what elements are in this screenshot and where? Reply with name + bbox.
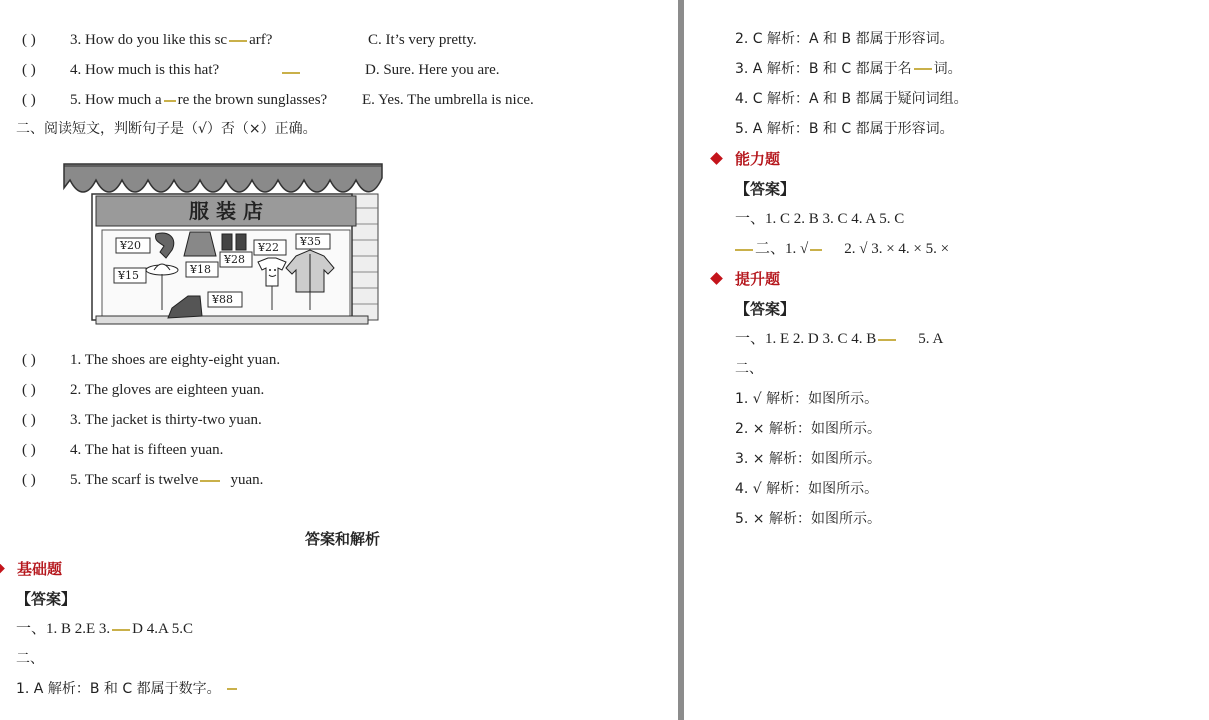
highlight-mark <box>914 68 932 70</box>
section-2-heading: 二、阅读短文，判断句子是（√）否（×）正确。 <box>16 121 317 137</box>
statement-5: ( ) 5. The scarf is twelve yuan. <box>22 472 264 488</box>
improve-answers-1: 一、1. E 2. D 3. C 4. B 5. A <box>735 331 944 347</box>
answer-line: 3. A 解析：B 和 C 都属于名 词。 <box>735 61 962 77</box>
diamond-icon <box>710 152 723 165</box>
statement-4: ( ) 4. The hat is fifteen yuan. <box>22 442 224 458</box>
ability-heading: 能力题 <box>712 149 780 169</box>
page-divider <box>678 0 684 720</box>
highlight-mark <box>810 249 822 251</box>
clothing-shop-illustration <box>60 158 386 328</box>
diamond-icon <box>0 562 5 575</box>
improve-part-2: 二、 <box>735 361 763 377</box>
answer-line: 5. A 解析：B 和 C 都属于形容词。 <box>735 121 954 137</box>
improve-line: 3. × 解析：如图所示。 <box>735 451 881 467</box>
option-c: C. It’s very pretty. <box>368 32 477 48</box>
improve-line: 1. √ 解析：如图所示。 <box>735 391 879 407</box>
option-e: E. Yes. The umbrella is nice. <box>362 92 534 108</box>
highlight-mark <box>112 629 130 631</box>
highlight-mark <box>227 688 237 690</box>
highlight-mark <box>229 40 247 42</box>
highlight-mark <box>200 480 220 482</box>
question-5: ( ) 5. How much a re the brown sunglasses? <box>22 92 328 108</box>
answer-label: 【答案】 <box>735 180 796 198</box>
price-tag: ¥88 <box>212 293 233 306</box>
question-3: ( ) 3. How do you like this sc arf? <box>22 32 273 48</box>
answer-line: 4. C 解析：A 和 B 都属于疑问词组。 <box>735 91 968 107</box>
question-4: ( ) 4. How much is this hat? <box>22 62 220 78</box>
improve-line: 5. × 解析：如图所示。 <box>735 511 881 527</box>
answer-label: 【答案】 <box>735 300 796 318</box>
basic-answers-1: 一、1. B 2.E 3. D 4.A 5.C <box>16 621 194 637</box>
highlight-mark <box>878 339 896 341</box>
price-tag: ¥28 <box>224 253 245 266</box>
improve-line: 4. √ 解析：如图所示。 <box>735 481 879 497</box>
price-tag: ¥20 <box>120 239 141 252</box>
answer-label: 【答案】 <box>16 590 77 608</box>
skirt-icon <box>184 232 216 256</box>
improve-line: 2. × 解析：如图所示。 <box>735 421 881 437</box>
ability-answers-1: 一、1. C 2. B 3. C 4. A 5. C <box>735 211 905 227</box>
basic-heading: 基础题 <box>0 559 62 580</box>
highlight-mark <box>164 100 176 102</box>
highlight-mark <box>282 72 300 74</box>
price-tag: ¥18 <box>190 263 211 276</box>
statement-2: ( ) 2. The gloves are eighteen yuan. <box>22 382 265 398</box>
option-d: D. Sure. Here you are. <box>365 62 500 78</box>
price-tag: ¥15 <box>118 269 139 282</box>
basic-part-2: 二、 <box>16 651 44 667</box>
price-tag: ¥35 <box>300 235 321 248</box>
answer-line: 2. C 解析：A 和 B 都属于形容词。 <box>735 31 954 47</box>
basic-answers-2: 1. A 解析：B 和 C 都属于数字。 <box>16 679 239 699</box>
statement-3: ( ) 3. The jacket is thirty-two yuan. <box>22 412 262 428</box>
improve-heading: 提升题 <box>712 269 780 289</box>
diamond-icon <box>710 272 723 285</box>
highlight-mark <box>735 249 753 251</box>
price-tag: ¥22 <box>258 241 279 254</box>
answer-title: 答案和解析 <box>305 530 381 548</box>
shop-sign: 服 装 店 <box>189 199 263 223</box>
ability-answers-2: 二、1. √ 2. √ 3. × 4. × 5. × <box>735 239 949 259</box>
statement-1: ( ) 1. The shoes are eighty-eight yuan. <box>22 352 281 368</box>
